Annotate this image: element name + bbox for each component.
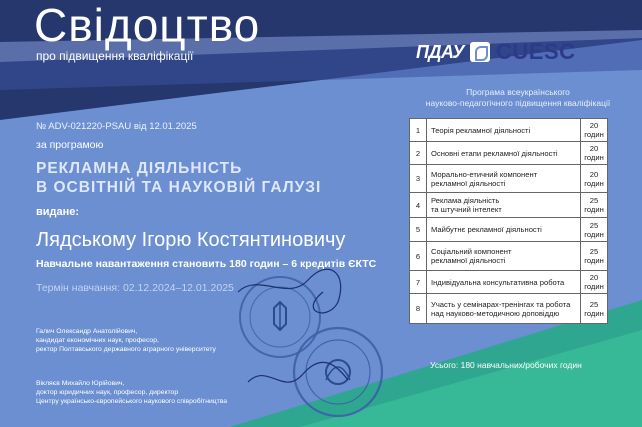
- module-number: 7: [410, 271, 427, 294]
- study-term: Термін навчання: 02.12.2024–12.01.2025: [36, 282, 234, 294]
- total-hours: Усього: 180 навчальних/робочих годин: [430, 360, 582, 370]
- module-number: 8: [410, 294, 427, 324]
- module-hours-line: годин: [584, 205, 604, 214]
- module-hours-line: годин: [584, 282, 604, 291]
- module-name: [427, 119, 581, 142]
- module-hours-line: годин: [584, 130, 604, 139]
- module-hours-line: годин: [584, 178, 604, 188]
- module-hours-line: 25: [589, 196, 599, 205]
- module-hours: [581, 165, 608, 193]
- certificate-number: № ADV-021220-PSAU від 12.01.2025: [36, 121, 197, 132]
- module-number: 2: [410, 142, 427, 165]
- module-number: 5: [410, 218, 427, 242]
- recipient-name: Лядському Ігорю Костянтиновичу: [36, 229, 346, 251]
- module-hours-line: 20: [589, 144, 599, 153]
- issued-label: видане:: [36, 206, 80, 218]
- centre-seal-icon: [294, 328, 382, 416]
- table-row: [410, 242, 608, 271]
- table-row: [410, 119, 608, 142]
- signatory-1: [36, 327, 216, 354]
- module-name: [427, 165, 581, 193]
- university-seal-icon: [240, 277, 320, 357]
- program-header-line: Програма всеукраїнського: [466, 87, 570, 97]
- module-hours: [581, 242, 608, 271]
- table-row: [410, 218, 608, 242]
- program-name: [36, 159, 321, 197]
- module-name: [427, 242, 581, 271]
- module-hours: [581, 294, 608, 324]
- cuesc-logo: CUESC: [496, 39, 576, 64]
- module-name-line: Майбутнє рекламної діяльності: [431, 225, 542, 234]
- module-hours-line: годин: [584, 256, 604, 265]
- table-row: [410, 294, 608, 324]
- module-name: [427, 271, 581, 294]
- program-header: [418, 87, 618, 109]
- logos: [416, 40, 576, 64]
- module-name-line: рекламної діяльності: [431, 256, 506, 265]
- module-number: 1: [410, 119, 427, 142]
- study-load: Навчальне навантаження становить 180 годин – 6 кредитів ЄКТС: [36, 258, 377, 270]
- signatory-line: ректор Полтавського державного аграрного університету: [36, 346, 216, 353]
- program-name-line: В ОСВІТНІЙ ТА НАУКОВІЙ ГАЛУЗІ: [36, 179, 322, 196]
- module-name-line: Морально-етичний компонент: [431, 169, 538, 179]
- pdau-logo: ПДАУ: [416, 41, 465, 62]
- module-hours: [581, 193, 608, 218]
- certificate-subtitle: про підвищення кваліфікації: [36, 49, 194, 63]
- module-name: [427, 294, 581, 324]
- module-hours: [581, 119, 608, 142]
- module-hours: [581, 142, 608, 165]
- signatory-line: кандидат економічних наук, професор,: [36, 337, 159, 344]
- module-hours-line: 20: [589, 273, 599, 282]
- table-row: [410, 193, 608, 218]
- module-name-line: над науково-методичною доповіддю: [431, 308, 560, 318]
- module-name-line: Соціальний компонент: [431, 247, 512, 256]
- stamps: [228, 262, 418, 427]
- program-name-line: РЕКЛАМНА ДІЯЛЬНІСТЬ: [36, 160, 243, 177]
- module-hours-line: годин: [584, 229, 604, 239]
- module-hours: [581, 218, 608, 242]
- module-hours-line: годин: [584, 153, 604, 162]
- module-name-line: Участь у семінарах-тренінгах та робота: [431, 299, 571, 309]
- module-name-line: рекламної діяльності: [431, 178, 506, 188]
- leaf-logo-icon: [470, 42, 490, 62]
- signatory-line: доктор юридичних наук, професор, директор: [36, 389, 179, 396]
- signatory-2: [36, 379, 227, 406]
- signatory-line: Вікляєв Михайло Юрійович,: [36, 380, 125, 387]
- module-hours-line: 20: [589, 121, 599, 130]
- module-name-line: та штучний інтелект: [431, 205, 502, 214]
- module-number: 3: [410, 165, 427, 193]
- module-name-line: Основні етапи рекламної діяльності: [431, 148, 558, 158]
- module-hours-line: 20: [589, 169, 599, 179]
- module-hours-line: годин: [584, 308, 604, 318]
- table-row: [410, 165, 608, 193]
- module-name: [427, 218, 581, 242]
- module-name-line: Теорія рекламної діяльності: [431, 125, 531, 135]
- module-hours-line: 25: [589, 247, 599, 256]
- table-row: [410, 142, 608, 165]
- module-name: [427, 193, 581, 218]
- module-hours: [581, 271, 608, 294]
- program-header-line: науково-педагогічного підвищення кваліфікації: [425, 98, 611, 108]
- modules-table: [409, 118, 608, 324]
- signatory-line: Галич Олександр Анатолійович,: [36, 328, 138, 335]
- module-hours-line: 25: [589, 299, 599, 309]
- module-name: [427, 142, 581, 165]
- module-hours-line: 25: [589, 220, 599, 230]
- module-name-line: Реклама діяльність: [431, 196, 500, 205]
- certificate-title: Свідоцтво: [34, 0, 261, 51]
- by-program-label: за програмою: [36, 139, 104, 151]
- module-number: 4: [410, 193, 427, 218]
- module-name-line: Індивідуальна консультативна робота: [431, 277, 565, 287]
- module-number: 6: [410, 242, 427, 271]
- signatory-line: Центру українсько-європейського наукового співробітництва: [36, 398, 228, 405]
- table-row: [410, 271, 608, 294]
